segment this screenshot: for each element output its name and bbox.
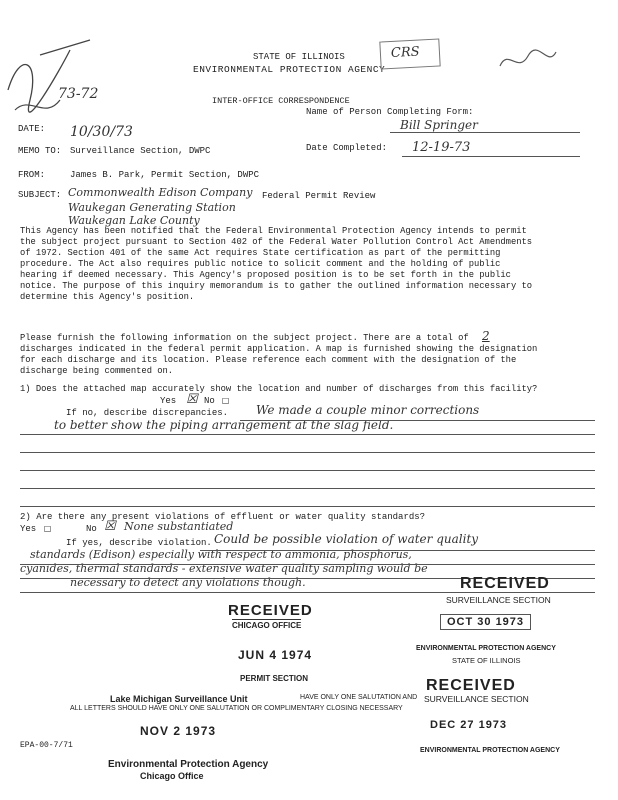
- body-paragraph-2: [20, 331, 540, 377]
- discharge-count: 2: [482, 329, 490, 343]
- subject-hand-2: Waukegan Generating Station: [68, 201, 236, 214]
- q1-line-1: [240, 420, 595, 421]
- q2-line-2: [20, 564, 595, 565]
- correspondence-type: INTER-OFFICE CORRESPONDENCE: [212, 96, 350, 106]
- para2-part-a: Please furnish the following information on the subject project. There are a total of: [20, 333, 469, 343]
- date-label: DATE:: [18, 124, 46, 134]
- q1-line-3: [20, 452, 595, 453]
- overprint-notice-1: HAVE ONLY ONE SALUTATION AND: [300, 694, 418, 701]
- q2-no-check[interactable]: ☒: [104, 519, 116, 534]
- permit-section-stamp: PERMIT SECTION: [240, 674, 309, 683]
- subject-hand-1: Commonwealth Edison Company: [68, 186, 253, 199]
- initials-text: CRS: [390, 44, 420, 61]
- q2-answer-4: necessary to detect any violations though.: [70, 576, 306, 589]
- received-stamp-3-date: DEC 27 1973: [430, 719, 508, 731]
- form-number: EPA-00-7/71: [20, 741, 73, 750]
- date-completed-value: 12-19-73: [412, 140, 471, 155]
- epa-bottom-stamp-2: Chicago Office: [140, 771, 204, 781]
- q2-no-hand: None substantiated: [124, 520, 234, 533]
- file-number: 73-72: [58, 86, 99, 102]
- jun-date-stamp: JUN 4 1974: [238, 648, 313, 662]
- q1-yes-label: Yes: [160, 396, 177, 406]
- overprint-notice-2: ALL LETTERS SHOULD HAVE ONLY ONE SALUTATION OR COMPLIMENTARY CLOSING NECESSARY: [70, 705, 403, 712]
- q2-yes-label: Yes: [20, 524, 37, 534]
- q2-answer-1: Could be possible violation of water quality: [214, 532, 479, 546]
- q1-no-label: No: [204, 396, 215, 406]
- question-1: 1) Does the attached map accurately show the location and number of discharges from this facility?: [20, 384, 538, 394]
- q1-yes-check[interactable]: ☒: [186, 392, 198, 407]
- q2-answer-2: standards (Edison) especially with respect to ammonia, phosphorus,: [30, 548, 412, 561]
- top-left-scribble: [0, 30, 110, 130]
- state-heading: STATE OF ILLINOIS: [253, 52, 345, 62]
- date-completed-underline: [402, 156, 580, 157]
- received-stamp-2-section: SURVEILLANCE SECTION: [446, 595, 551, 605]
- q2-answer-3: cyanides, thermal standards - extensive water quality sampling would be: [20, 562, 428, 575]
- top-right-scribble: [498, 46, 558, 76]
- question-2: 2) Are there any present violations of effluent or water quality standards?: [20, 512, 426, 522]
- memo-to-label: MEMO TO:: [18, 146, 62, 156]
- person-underline: [390, 132, 580, 133]
- memo-to-value: Surveillance Section, DWPC: [70, 146, 211, 156]
- q2-sub: If yes, describe violation.: [66, 538, 212, 548]
- date-value: 10/30/73: [70, 124, 133, 140]
- nov-date-stamp: NOV 2 1973: [140, 724, 217, 738]
- initials-stamp: [379, 38, 440, 69]
- epa-stamp-2: ENVIRONMENTAL PROTECTION AGENCY: [420, 747, 560, 754]
- subject-hand-3: Waukegan Lake County: [68, 214, 200, 227]
- q1-line-4: [20, 470, 595, 471]
- received-stamp-2: RECEIVED: [460, 575, 550, 592]
- agency-heading: ENVIRONMENTAL PROTECTION AGENCY: [193, 64, 386, 75]
- q1-line-5: [20, 488, 595, 489]
- epa-bottom-stamp: Environmental Protection Agency: [108, 759, 269, 770]
- received-stamp-3-section: SURVEILLANCE SECTION: [424, 694, 529, 704]
- lake-surveillance-stamp: Lake Michigan Surveillance Unit: [110, 694, 248, 704]
- q1-no-box[interactable]: ☐: [222, 394, 230, 408]
- q1-sub: If no, describe discrepancies.: [66, 408, 229, 418]
- received-stamp-1-office: CHICAGO OFFICE: [232, 621, 302, 630]
- para2-part-b: discharges indicated in the federal permit application. A map is furnished showing the designation for each discharge and its location. Please reference each comment with the designation of the discharge being commented on.: [20, 344, 538, 376]
- from-value: James B. Park, Permit Section, DWPC: [70, 170, 260, 180]
- q1-answer-2: to better show the piping arrangement at the slag field.: [54, 418, 394, 432]
- received-stamp-2-date: OCT 30 1973: [440, 614, 531, 630]
- q1-line-6: [20, 506, 595, 507]
- epa-stamp-1: ENVIRONMENTAL PROTECTION AGENCY: [416, 645, 556, 652]
- person-value: Bill Springer: [400, 118, 478, 132]
- subject-label: SUBJECT:: [18, 190, 62, 200]
- date-completed-label: Date Completed:: [306, 143, 388, 153]
- body-paragraph-1: This Agency has been notified that the Federal Environmental Protection Agency intends to permit the subject project pursuant to Section 402 of the Federal Water Pollution Control Act Amendments of 1972. Section 401 of the same Act requires State certification as part of the permitting procedure. The Act also requires public notice to solicit comment and the holding of public hearing if deemed necessary. This Agency's proposed position is to be set forth in the public notice. The purpose of this inquiry memorandum is to gather the outlined information necessary to determine this Agency's position.: [20, 226, 533, 302]
- q2-line-1: [200, 550, 595, 551]
- epa-stamp-1-state: STATE OF ILLINOIS: [452, 656, 521, 665]
- q2-no-label: No: [86, 524, 97, 534]
- person-label: Name of Person Completing Form:: [306, 107, 474, 117]
- q1-answer-1: We made a couple minor corrections: [256, 403, 480, 417]
- received-stamp-1: RECEIVED: [228, 602, 313, 619]
- from-label: FROM:: [18, 170, 46, 180]
- q2-yes-box[interactable]: ☐: [44, 522, 52, 536]
- subject-value: Federal Permit Review: [262, 191, 376, 201]
- q1-line-2: [20, 434, 595, 435]
- received-stamp-3: RECEIVED: [426, 677, 516, 694]
